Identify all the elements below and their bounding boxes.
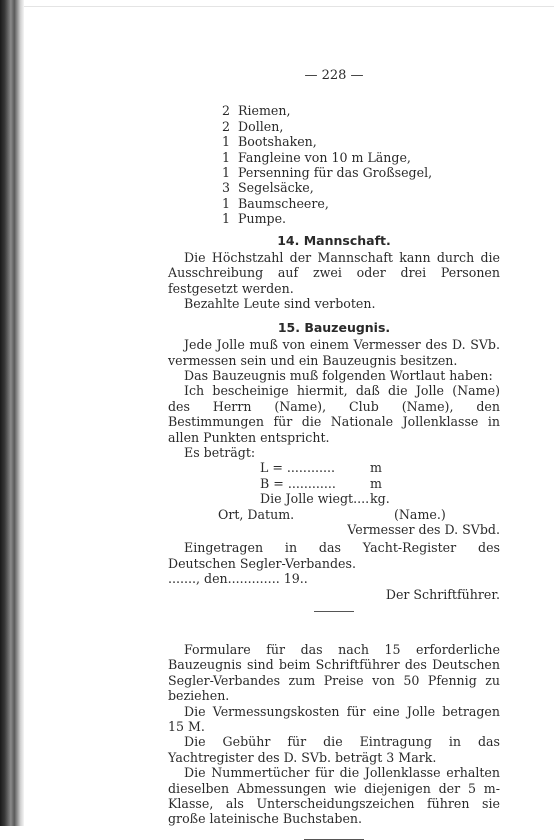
page-number: — 228 — [304,68,364,83]
paragraph: Die Höchstzahl der Mannschaft kann durch die Ausschreibung auf zwei oder drei Personen festgesetzt werden. [168,250,500,296]
list-item: 1 Baumscheere, [222,195,329,211]
book-spine [0,0,24,826]
list-item: 1 Persenning für das Großsegel, [222,165,433,181]
certificate-text: Ich bescheinige hiermit, daß die Jolle (Name) des Herrn (Name), Club (Name), den Bestimmungen für die Nationale Jollenklasse in allen Punkten entspricht. [168,383,500,445]
list-item: 3 Segelsäcke, [222,180,314,196]
page-content [168,68,500,840]
paragraph: Die Vermessungskosten für eine Jolle betragen 15 M. [168,703,500,735]
equipment-list [168,103,500,226]
list-item: 1 Pumpe. [222,211,287,227]
surveyor-line: Vermesser des D. SVbd. [347,521,500,537]
place-date-line: Ort, Datum. (Name.) [218,506,446,522]
paragraph: Die Gebühr für die Eintragung in das Yachtregister des D. SVb. beträgt 3 Mark. [168,734,500,765]
secretary-line: Der Schriftführer. [385,586,500,602]
date-line: ......., den............. 19.. [168,571,308,587]
list-item: 1 Bootshaken, [222,134,317,150]
paragraph: Das Bauzeugnis muß folgenden Wortlaut haben: [184,367,493,383]
paragraph: Eingetragen in das Yacht-Register des Deutschen Segler-Verbandes. [168,540,500,571]
divider [314,611,354,612]
paragraph: Bezahlte Leute sind verboten. [184,296,376,312]
list-item: 2 Riemen, [222,103,291,119]
list-item: 2 Dollen, [222,118,284,134]
paragraph: Formulare für das nach 15 erforderliche Bauzeugnis sind beim Schriftführer des Deutschen Segler-Verbandes zum Preise von 50 Pfennig zu beziehen. [168,642,500,704]
beam-line: B = ............ m [260,475,382,491]
weight-line: Die Jolle wiegt....kg. [260,491,390,507]
paragraph: Die Nummertücher für die Jollenklasse erhalten dieselben Abmessungen wie diejenigen der 5 m-Klasse, als Unterscheidungszeichen führen sie große lateinische Buchstaben. [168,765,500,827]
paragraph: Es beträgt: [184,444,256,460]
section-heading-bauzeugnis: 15. Bauzeugnis. [277,319,391,335]
list-item: 1 Fangleine von 10 m Länge, [222,149,411,165]
paragraph: Jede Jolle muß von einem Vermesser des D. SVb. vermessen sein und ein Bauzeugnis besitzen. [168,337,500,368]
section-heading-mannschaft: 14. Mannschaft. [277,232,391,248]
length-line: L = ............ m [260,460,382,476]
